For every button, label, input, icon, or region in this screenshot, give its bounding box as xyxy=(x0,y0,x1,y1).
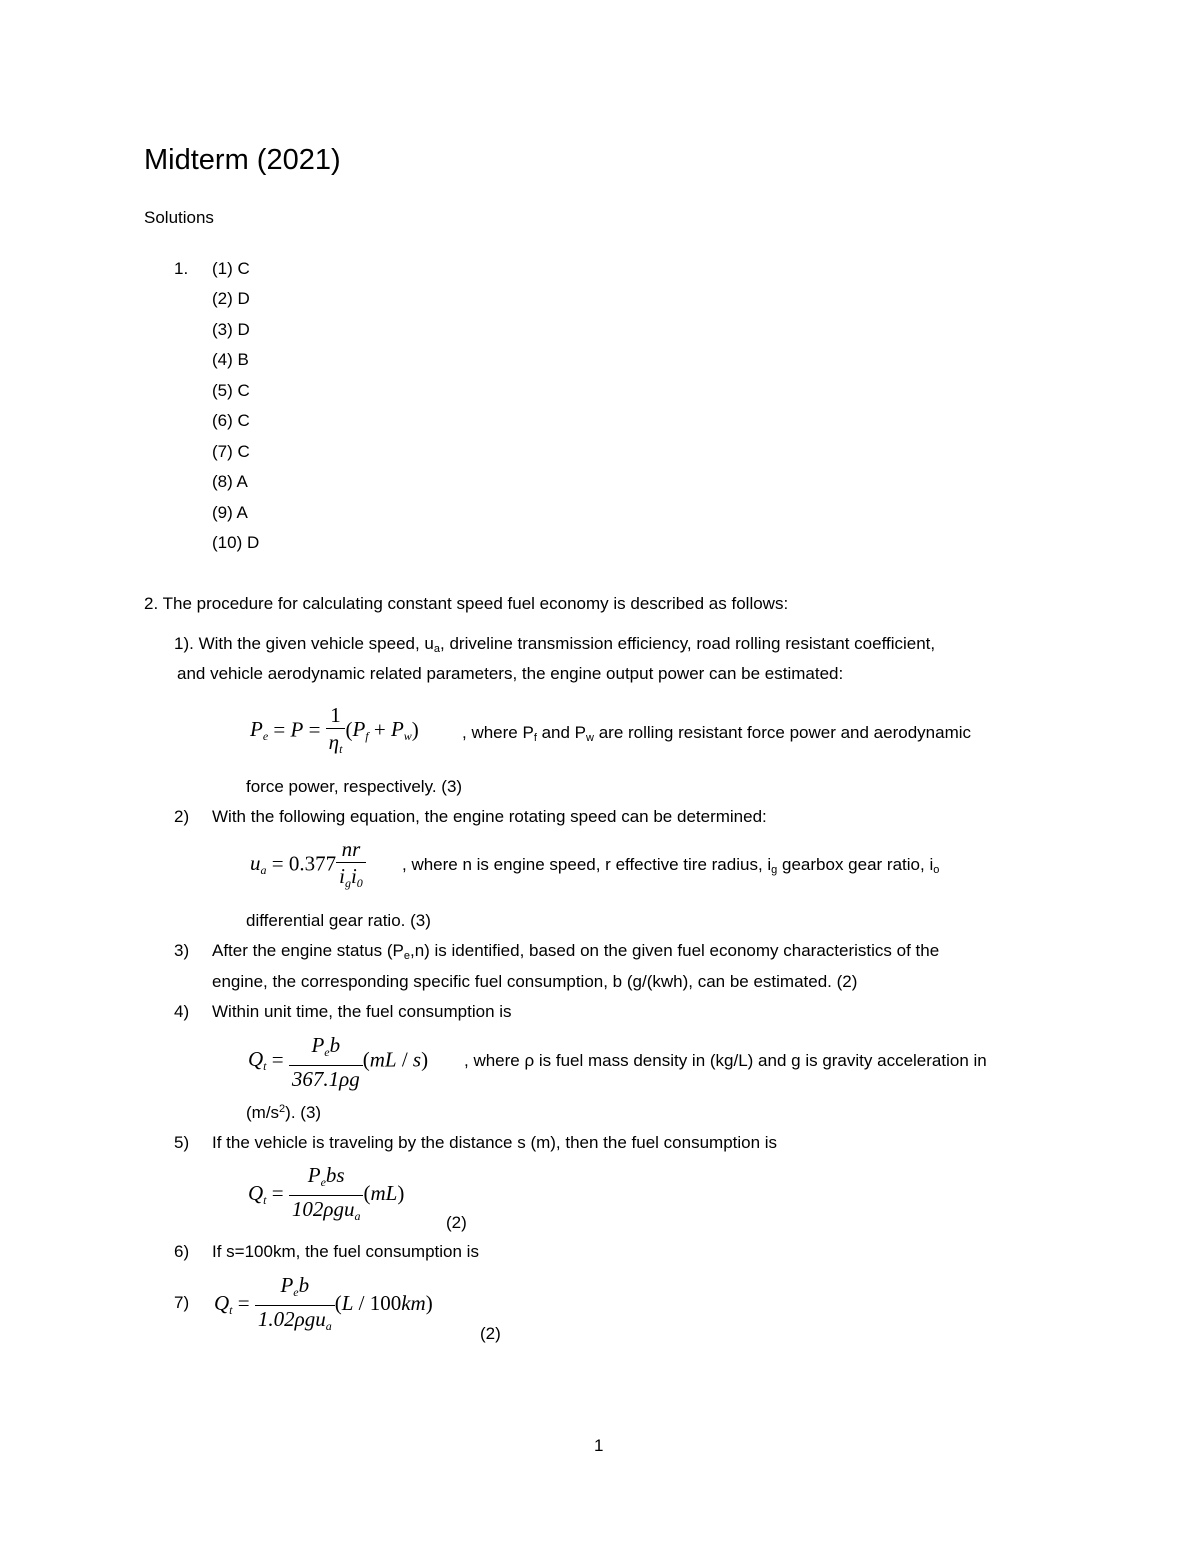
step-2-line3 xyxy=(246,911,431,931)
step-4-text: ). xyxy=(285,1103,296,1122)
step-2-line1: With the following equation, the engine rotating speed can be determined: xyxy=(212,807,767,826)
step-5-label: 5) xyxy=(174,1133,190,1152)
step-4-eq-note: , where ρ is fuel mass density in (kg/L) and g is gravity acceleration in xyxy=(464,1051,987,1070)
step-2-eq-sub: g xyxy=(771,864,778,876)
q1-answer: (6) C xyxy=(212,411,250,430)
q1-answer: (3) D xyxy=(212,320,250,339)
step-2-eq-note xyxy=(402,855,939,876)
q1-answer: (9) A xyxy=(212,503,248,522)
equation-engine-power: $P_e = P$ = $\frac{1}{\eta_t}$ $(P_f + P_w)$ xyxy=(250,703,419,756)
step-3-subscript: e xyxy=(403,950,410,962)
step-4-superscript: 2 xyxy=(279,1103,286,1115)
equation-vehicle-speed: $u_a = 0.377$ $\frac{nr}{i_gi_0}$ xyxy=(250,836,366,896)
step-1-eq-text: , where P xyxy=(462,723,534,742)
step-1-text: , driveline transmission efficiency, road rolling resistant coefficient, xyxy=(440,634,936,653)
q2-intro-text: The procedure for calculating constant speed fuel economy is described as follows: xyxy=(162,594,789,613)
equation-fuel-per-time: $Q_t$ = $\frac{P_eb}{367.1\rho g}$ (mL / s) xyxy=(248,1033,429,1091)
step-3-text: ,n) is identified, based on the given fuel economy characteristics of the xyxy=(409,941,940,960)
page-title: Midterm (2021) xyxy=(144,144,341,176)
step-3-label: 3) xyxy=(174,941,190,960)
q1-answer: (4) B xyxy=(212,350,249,369)
step-2-eq-sub: o xyxy=(933,864,940,876)
q1-answer: (7) C xyxy=(212,442,250,461)
step-2-points: (3) xyxy=(410,911,431,930)
q1-answer: (2) D xyxy=(212,289,250,308)
equation-fuel-per-distance: $Q_t$ = $\frac{P_ebs}{102\rho gu_a}$ (mL) xyxy=(248,1163,405,1223)
step-1-eq-sub: w xyxy=(586,732,594,744)
step-1-eq-note xyxy=(462,723,971,744)
q1-number: 1. xyxy=(174,259,189,278)
step-6-line1: If s=100km, the fuel consumption is xyxy=(212,1242,479,1261)
equation-fuel-per-100km: $Q_t$ = $\frac{P_eb}{1.02\rho gu_a}$ (L / 100km) xyxy=(214,1273,433,1333)
step-1-points: (3) xyxy=(441,777,463,796)
page-number: 1 xyxy=(594,1436,604,1455)
step-3-text: engine, the corresponding specific fuel consumption, b (g/(kwh), can be estimated. xyxy=(212,972,832,991)
q1-answer: (5) C xyxy=(212,381,250,400)
step-1-text: force power, respectively. xyxy=(246,777,437,796)
step-1-eq-text: and P xyxy=(536,723,587,742)
step-1-line2: and vehicle aerodynamic related parameters, the engine output power can be estimated: xyxy=(177,664,844,683)
step-2-text: differential gear ratio. xyxy=(246,911,406,930)
step-4-line1: Within unit time, the fuel consumption is xyxy=(212,1002,512,1021)
step-6-label: 6) xyxy=(174,1242,190,1261)
step-4-points: (3) xyxy=(300,1103,322,1122)
step-5-points: (2) xyxy=(446,1213,467,1232)
step-1-label: 1). xyxy=(174,634,194,653)
step-1-line3 xyxy=(246,777,462,797)
step-3-line1 xyxy=(212,941,939,962)
step-4-line3 xyxy=(246,1103,321,1123)
q1-answer: (1) C xyxy=(212,259,250,278)
step-1-text: With the given vehicle speed, u xyxy=(198,634,434,653)
step-4-label: 4) xyxy=(174,1002,190,1021)
step-3-line2 xyxy=(212,972,857,992)
step-1-subscript: a xyxy=(433,643,441,655)
q2-number: 2. xyxy=(144,594,159,613)
step-7-points: (2) xyxy=(480,1324,501,1343)
step-7-label: 7) xyxy=(174,1293,190,1312)
q1-answer: (8) A xyxy=(212,472,248,491)
q1-answer: (10) D xyxy=(212,533,260,552)
step-3-points: (2) xyxy=(836,972,858,991)
step-3-text: After the engine status (P xyxy=(212,941,404,960)
step-1-eq-sub: f xyxy=(533,732,537,744)
step-1-eq-text: are rolling resistant force power and aerodynamic xyxy=(593,723,972,742)
step-2-eq-text: gearbox gear ratio, i xyxy=(777,855,934,874)
page-subtitle: Solutions xyxy=(144,208,214,227)
q2-intro xyxy=(144,594,788,614)
step-2-label: 2) xyxy=(174,807,190,826)
step-5-line1: If the vehicle is traveling by the distance s (m), then the fuel consumption is xyxy=(212,1133,778,1152)
step-2-eq-text: , where n is engine speed, r effective tire radius, i xyxy=(402,855,772,874)
step-1-line1 xyxy=(174,634,935,655)
step-4-text: (m/s xyxy=(246,1103,280,1122)
